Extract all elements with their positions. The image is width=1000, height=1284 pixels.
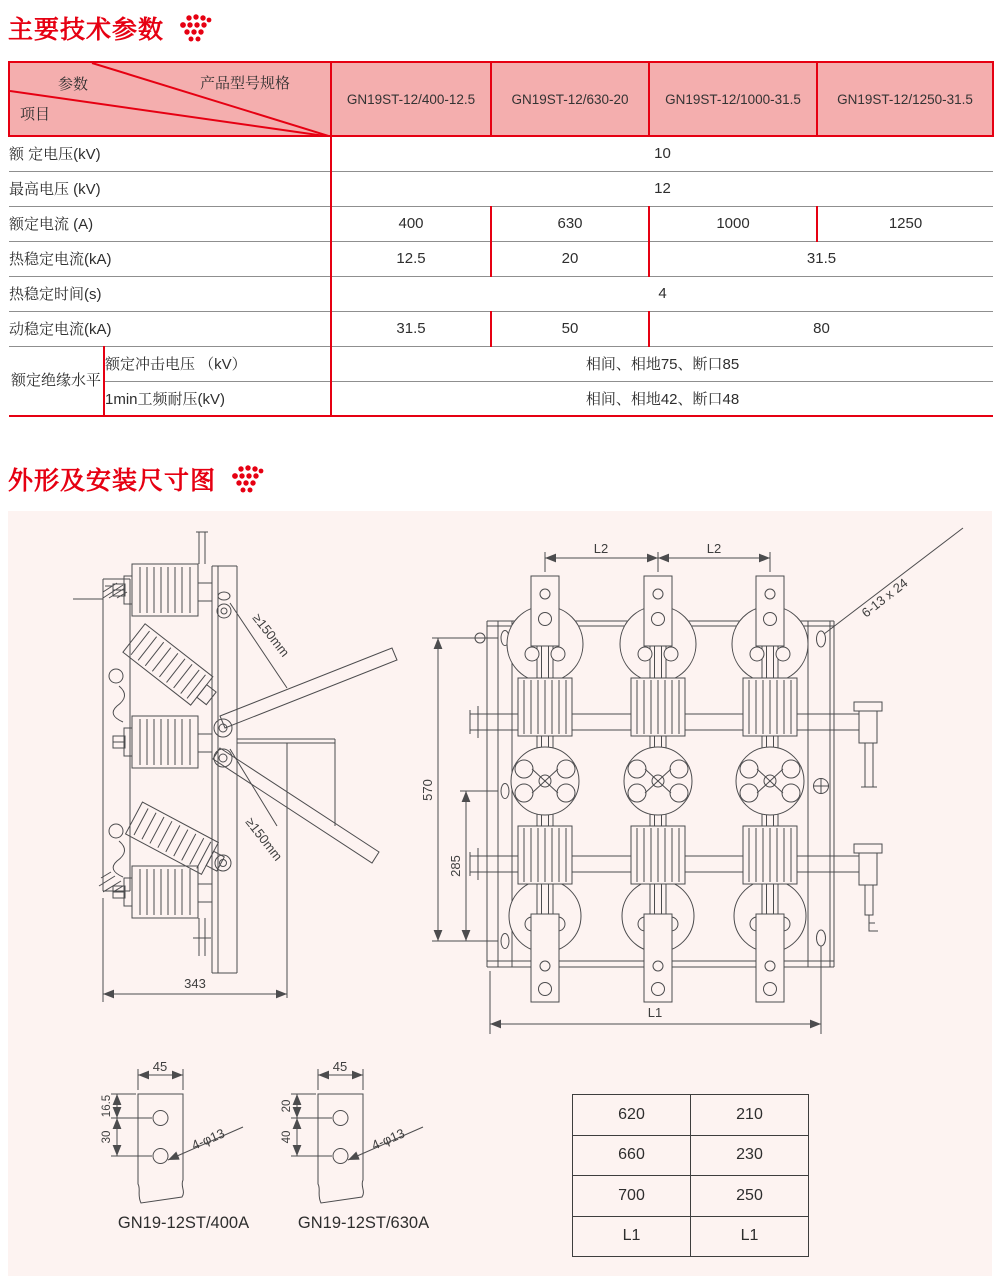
dim-cell: 210 bbox=[691, 1095, 809, 1136]
table-row bbox=[9, 171, 993, 206]
clearance-dim-label: ≥150mm bbox=[249, 610, 293, 660]
pitch-dim-label: 30 bbox=[101, 1130, 113, 1144]
dim-cell: L1 bbox=[691, 1216, 809, 1257]
dim-cell: 660 bbox=[573, 1135, 691, 1176]
hole-dim-label: 4-φ13 bbox=[369, 1125, 407, 1153]
row-label: 额定电流 (A) bbox=[9, 206, 331, 241]
corner-label-param: 参数 bbox=[58, 76, 89, 93]
insulation-group-label: 额定绝缘水平 bbox=[9, 346, 104, 416]
l1-dim-label: L1 bbox=[647, 1005, 663, 1020]
l2-dim-label: L2 bbox=[593, 541, 609, 556]
dim-cell: 620 bbox=[573, 1095, 691, 1136]
row-label: 额 定电压(kV) bbox=[9, 136, 331, 171]
table-row bbox=[573, 1135, 809, 1176]
mount-caption: GN19-12ST/400A bbox=[117, 1214, 250, 1232]
section2-title-text: 外形及安装尺寸图 bbox=[8, 467, 217, 495]
row-value: 400 bbox=[331, 206, 491, 241]
row-value: 20 bbox=[491, 241, 649, 276]
row-value: 630 bbox=[491, 206, 649, 241]
model-header: GN19ST-12/630-20 bbox=[491, 62, 649, 136]
row-value: 1000 bbox=[649, 206, 817, 241]
row-value: 12.5 bbox=[331, 241, 491, 276]
row-value: 4 bbox=[331, 276, 993, 311]
row-value: 80 bbox=[649, 311, 993, 346]
model-header: GN19ST-12/400-12.5 bbox=[331, 62, 491, 136]
corner-label-model-spec: 产品型号规格 bbox=[200, 75, 291, 92]
row-value: 31.5 bbox=[649, 241, 993, 276]
section-dots-icon bbox=[228, 464, 264, 494]
row-value: 31.5 bbox=[331, 311, 491, 346]
mount-detail-400 bbox=[91, 1056, 276, 1233]
table-row bbox=[573, 1216, 809, 1257]
row-sublabel: 1min工频耐压(kV) bbox=[104, 381, 331, 416]
row-sublabel: 额定冲击电压 （kV） bbox=[104, 346, 331, 381]
row-label: 动稳定电流(kA) bbox=[9, 311, 331, 346]
table-row bbox=[9, 276, 993, 311]
dim-cell: 230 bbox=[691, 1135, 809, 1176]
row-value: 1250 bbox=[817, 206, 993, 241]
offset-dim-label: 16.5 bbox=[101, 1094, 113, 1118]
table-row bbox=[9, 346, 993, 381]
section1-title-text: 主要技术参数 bbox=[8, 16, 165, 44]
l2-dim-label: L2 bbox=[706, 541, 722, 556]
row-value: 相间、相地42、断口48 bbox=[331, 381, 993, 416]
height-dim-label: 570 bbox=[420, 779, 435, 801]
clearance-dim-label: ≥150mm bbox=[242, 814, 286, 864]
table-row bbox=[9, 381, 993, 416]
corner-label-item: 项目 bbox=[20, 106, 51, 123]
depth-dim-label: 343 bbox=[184, 976, 206, 991]
row-label: 热稳定时间(s) bbox=[9, 276, 331, 311]
section2-title bbox=[8, 461, 1000, 497]
slot-dim-label: 6-13 x 24 bbox=[858, 575, 911, 621]
spec-table bbox=[8, 61, 994, 417]
width-dim-label: 45 bbox=[152, 1059, 168, 1074]
table-row bbox=[9, 241, 993, 276]
row-value: 相间、相地75、断口85 bbox=[331, 346, 993, 381]
row-value: 12 bbox=[331, 171, 993, 206]
mount-detail-630-drawing bbox=[271, 1056, 456, 1206]
half-height-dim-label: 285 bbox=[448, 855, 463, 877]
table-row bbox=[9, 136, 993, 171]
row-label: 最高电压 (kV) bbox=[9, 171, 331, 206]
pitch-dim-label: 40 bbox=[281, 1130, 293, 1144]
dim-cell: 250 bbox=[691, 1176, 809, 1217]
model-header: GN19ST-12/1250-31.5 bbox=[817, 62, 993, 136]
table-row bbox=[573, 1095, 809, 1136]
table-row bbox=[9, 206, 993, 241]
front-view-drawing bbox=[418, 526, 998, 1066]
row-label: 热稳定电流(kA) bbox=[9, 241, 331, 276]
mount-detail-400-drawing bbox=[91, 1056, 276, 1206]
dim-cell: 700 bbox=[573, 1176, 691, 1217]
hole-dim-label: 4-φ13 bbox=[189, 1125, 227, 1153]
table-row bbox=[9, 311, 993, 346]
mount-caption: GN19-12ST/630A bbox=[297, 1214, 430, 1232]
row-value: 50 bbox=[491, 311, 649, 346]
dim-cell: L1 bbox=[573, 1216, 691, 1257]
row-value: 10 bbox=[331, 136, 993, 171]
side-view-drawing bbox=[55, 526, 400, 1056]
offset-dim-label: 20 bbox=[281, 1099, 293, 1113]
section-dots-icon bbox=[176, 13, 212, 43]
l1-dimension-table bbox=[572, 1094, 809, 1257]
model-header: GN19ST-12/1000-31.5 bbox=[649, 62, 817, 136]
dimension-drawing-panel bbox=[8, 511, 992, 1276]
width-dim-label: 45 bbox=[332, 1059, 348, 1074]
mount-detail-630 bbox=[271, 1056, 456, 1233]
table-row bbox=[573, 1176, 809, 1217]
section1-title bbox=[8, 10, 1000, 46]
corner-header-cell bbox=[9, 62, 331, 136]
